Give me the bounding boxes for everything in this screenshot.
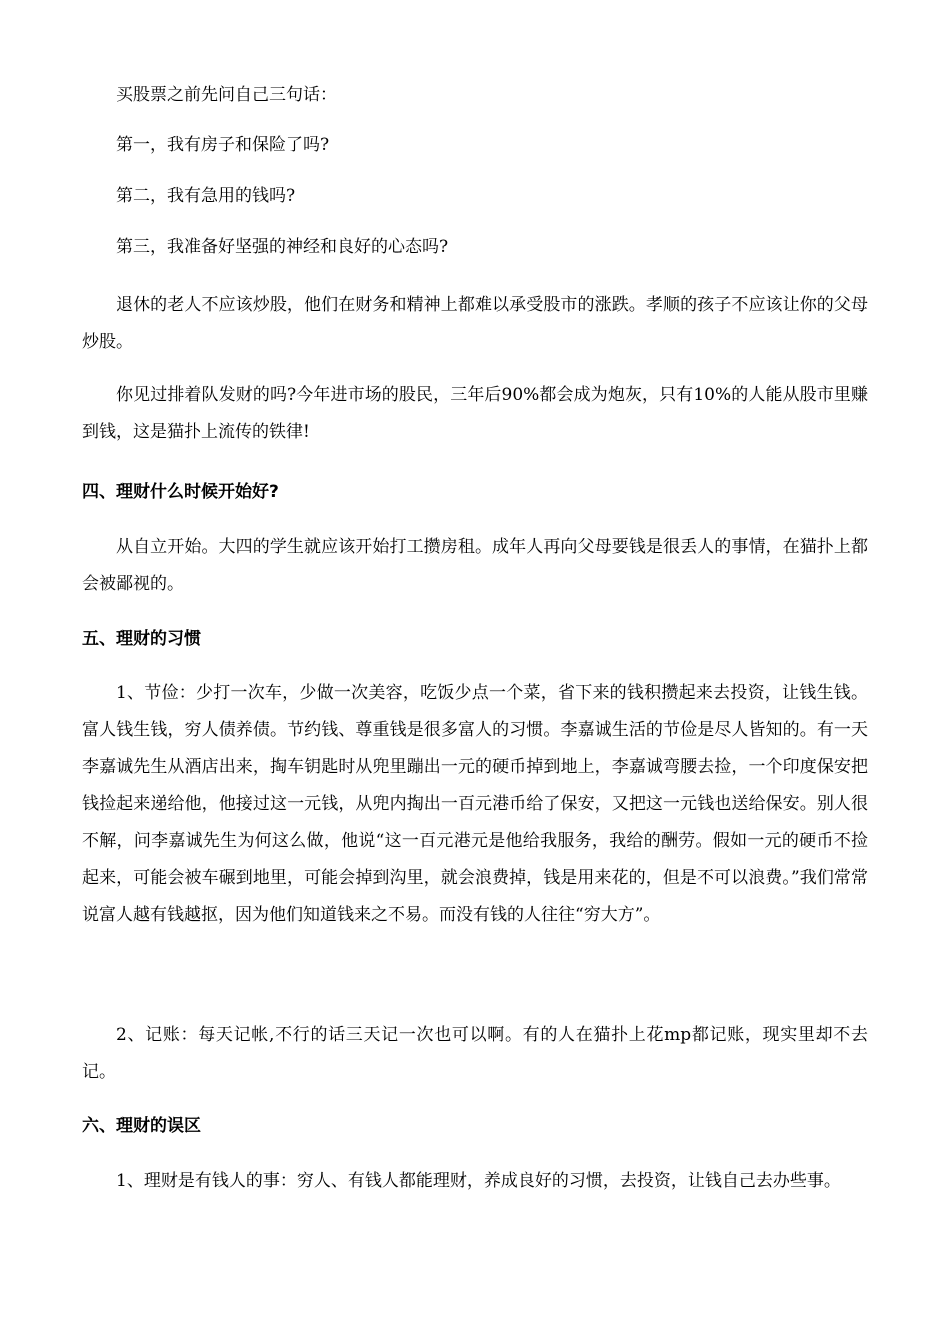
section-heading-misconceptions: 六、理财的误区 [82,1116,201,1136]
paragraph-start-independence: 从自立开始。大四的学生就应该开始打工攒房租。成年人再向父母要钱是很丢人的事情，在猫扑上都会被鄙视的。 [82,537,868,594]
section-heading-habits: 五、理财的习惯 [82,629,201,649]
paragraph-stock-questions-intro: 买股票之前先问自己三句话： [116,85,337,105]
paragraph-retirees-advice: 退休的老人不应该炒股，他们在财务和精神上都难以承受股市的涨跌。孝顺的孩子不应该让你的父母炒股。 [82,295,868,352]
paragraph-habit-bookkeeping: 2、记账：每天记帐,不行的话三天记一次也可以啊。有的人在猫扑上花mp都记账，现实里却不去记。 [82,1025,868,1082]
section-heading-when-to-start: 四、理财什么时候开始好? [82,482,279,502]
paragraph-question-three: 第三，我准备好坚强的神经和良好的心态吗? [116,237,449,257]
paragraph-habit-frugality: 1、节俭：少打一次车，少做一次美容，吃饭少点一个菜，省下来的钱积攒起来去投资，让钱生钱。富人钱生钱，穷人债养债。节约钱、尊重钱是很多富人的习惯。李嘉诚生活的节俭是尽人皆知的。有一天李嘉诚先生从酒店出来，掏车钥匙时从兜里蹦出一元的硬币掉到地上，李嘉诚弯腰去捡，一个印度保安把钱捡起来递给他，他接过这一元钱，从兜内掏出一百元港币给了保安，又把这一元钱也送给保安。别人很不解，问李嘉诚先生为何这么做，他说“这一百元港元是他给我服务，我给的酬劳。假如一元的硬币不捡起来，可能会被车碾到地里，可能会掉到沟里，就会浪费掉，钱是用来花的，但是不可以浪费。”我们常常说富人越有钱越抠，因为他们知道钱来之不易。而没有钱的人往往“穷大方”。 [82,683,868,925]
paragraph-question-two: 第二，我有急用的钱吗? [116,186,296,206]
paragraph-misconception-rich-only: 1、理财是有钱人的事：穷人、有钱人都能理财，养成良好的习惯，去投资，让钱自己去办些事。 [116,1171,841,1191]
paragraph-market-rule: 你见过排着队发财的吗?今年进市场的股民，三年后90%都会成为炮灰，只有10%的人能从股市里赚到钱，这是猫扑上流传的铁律! [82,385,868,442]
paragraph-question-one: 第一，我有房子和保险了吗? [116,135,330,155]
